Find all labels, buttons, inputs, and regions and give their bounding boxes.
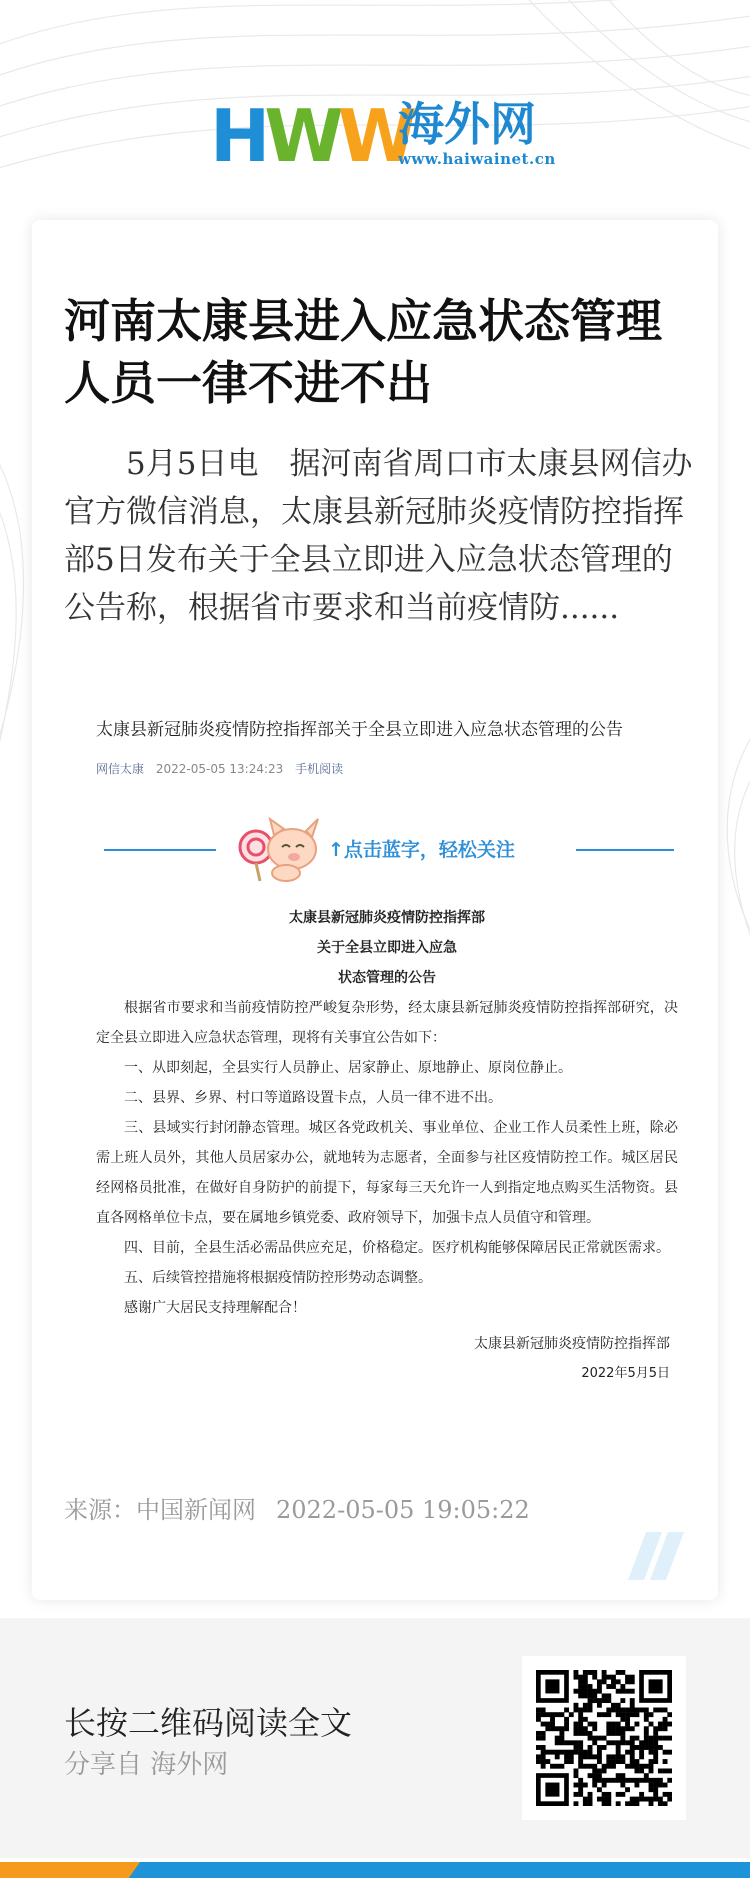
article-title: 河南太康县进入应急状态管理 人员一律不进不出 [64,294,662,410]
notice-paragraph-thanks: 感谢广大居民支持理解配合！ [124,1300,306,1316]
article-source [64,1490,530,1525]
banner-line-right [576,849,674,851]
qr-code-icon [536,1670,672,1806]
logo-letter-h: H [210,94,265,178]
notice-paragraph-1: 一、从即刻起，全县实行人员静止、居家静止、原地静止、原岗位静止。 [124,1060,572,1076]
notice-heading-1: 太康县新冠肺炎疫情防控指挥部 [289,910,485,926]
bottom-brand-bar [0,1862,750,1878]
notice-paragraph-2: 二、县界、乡界、村口等道路设置卡点，人员一律不进不出。 [124,1090,502,1106]
notice-account: 网信太康 [96,762,145,776]
notice-paragraph-3: 三、县域实行封闭静态管理。城区各党政机关、事业单位、企业工作人员柔性上班，除必需上班人员外，其他人员居家办公，就地转为志愿者，全面参与社区疫情防控工作。城区居民经网格员批准，在做好自身防护的前提下，每家每三天允许一人到指定地点购买生活物资。县直各网格单位卡点，要在属地乡镇党委、政府领导下，加强卡点人员值守和管理。 [96,1120,678,1226]
pig-mascot-icon [226,813,336,883]
bottom-bar-accent [0,1862,140,1878]
embedded-notice-screenshot [96,718,678,1389]
notice-meta [96,760,678,777]
source-datetime: 2022-05-05 19:05:22 [276,1496,530,1524]
logo-letter-w1: W [264,94,338,178]
notice-paragraph-5: 五、后续管控措施将根据疫情防控形势动态调整。 [124,1270,432,1286]
notice-title: 太康县新冠肺炎疫情防控指挥部关于全县立即进入应急状态管理的公告 [96,720,623,740]
notice-date: 2022年5月5日 [581,1366,670,1381]
qr-code[interactable] [522,1656,686,1820]
notice-heading-2: 关于全县立即进入应急 [317,940,457,956]
source-label: 来源：中国新闻网 [64,1496,256,1524]
notice-signature: 太康县新冠肺炎疫情防控指挥部 [474,1336,670,1352]
notice-paragraph-4: 四、目前，全县生活必需品供应充足，价格稳定。医疗机构能够保障居民正常就医需求。 [124,1240,670,1256]
notice-read-mode: 手机阅读 [295,762,344,776]
logo-name-cn: 海外网 [398,97,536,151]
logo-letter-w2: W [337,94,412,178]
article-summary: 5月5日电 据河南省周口市太康县网信办官方微信消息，太康县新冠肺炎疫情防控指挥部5日发布关于全县立即进入应急状态管理的公告称，根据省市要求和当前疫情防...... [64,446,693,626]
share-footer [0,1618,750,1858]
follow-banner [96,813,678,883]
hww-lettermark [210,94,412,178]
decorative-slash-icon [628,1532,686,1580]
notice-heading-3: 状态管理的公告 [338,970,436,986]
logo-url: www.haiwainet.cn [398,150,556,168]
follow-prompt: ↑点击蓝字，轻松关注 [328,839,515,861]
notice-paragraph-intro: 根据省市要求和当前疫情防控严峻复杂形势，经太康县新冠肺炎疫情防控指挥部研究，决定全县立即进入应急状态管理，现将有关事宜公告如下： [96,1000,678,1046]
qr-read-prompt: 长按二维码阅读全文 [64,1704,353,1742]
notice-datetime: 2022-05-05 13:24:23 [155,762,284,776]
banner-line-left [104,849,216,851]
haiwainet-logo [210,94,556,178]
share-source: 分享自 海外网 [64,1750,229,1780]
